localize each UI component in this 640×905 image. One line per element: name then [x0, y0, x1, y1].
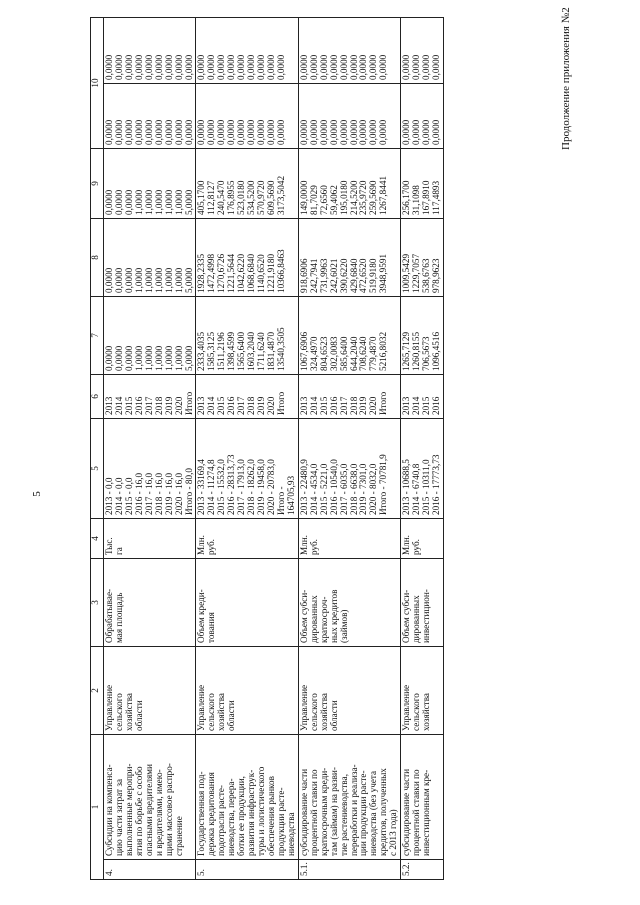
funding-col9: 0,0000 0,0000 0,0000 0,0000 0,0000 0,0000 0,0000 0,0000 0,0000	[196, 84, 298, 149]
funding-total: 1067,6906 324,4970 804,6523 302,0083 585,6400 644,2040 708,6240 779,4870 5216,8032	[298, 297, 400, 375]
rotated-table-wrapper	[90, 18, 630, 880]
funding-col9: 0,0000 0,0000 0,0000 0,0000 0,0000 0,0000 0,0000 0,0000 0,0000	[298, 84, 400, 149]
table-row	[196, 18, 298, 880]
funding-col10: 0,0000 0,0000 0,0000 0,0000 0,0000 0,0000 0,0000 0,0000 0,0000	[298, 18, 400, 84]
indicator: Объем субси- дированных краткосроч- ных кредитов (займов)	[298, 559, 400, 647]
col-header: 9	[91, 149, 104, 219]
planned-values: 2013 - 10688,5 2014 - 6740,8 2015 - 10311,0 2016 - 17773,73	[401, 419, 444, 519]
page-header: Продолжение приложения №2	[560, 7, 572, 150]
executor: Управление сельского хозяйства	[401, 647, 444, 735]
row-number: 5.	[196, 860, 298, 880]
unit: Млн. руб.	[298, 519, 400, 559]
funding-col10: 0,0000 0,0000 0,0000 0,0000 0,0000 0,0000 0,0000 0,0000 0,0000	[196, 18, 298, 84]
col-header: 6	[91, 375, 104, 419]
funding-col7: 0,0000 0,0000 0,0000 1,0000 1,0000 1,0000 1,0000 1,0000 5,0000	[104, 219, 196, 297]
funding-col10: 0,0000 0,0000 0,0000 0,0000 0,0000 0,0000 0,0000 0,0000 0,0000	[104, 18, 196, 84]
col-header: 7	[91, 297, 104, 375]
table-row	[401, 18, 444, 880]
funding-col8: 256,1700 31,1098 167,8910 117,4893	[401, 149, 444, 219]
years: 2013 2014 2015 2016 2017 2018 2019 2020 Итого	[298, 375, 400, 419]
funding-col8: 0,0000 0,0000 0,0000 1,0000 1,0000 1,0000 1,0000 1,0000 5,0000	[104, 149, 196, 219]
planned-values: 2013 - 22480,9 2014 - 4534,0 2015 - 5221,0 2016 - 10540,0 2017 - 6035,0 2018 - 6638,0 2019 - 7301,0 2020 - 8032,0 Итого - 70781,9	[298, 419, 400, 519]
row-number: 5.2.	[401, 860, 444, 880]
col-header: 1	[91, 735, 104, 880]
funding-col10: 0,0000 0,0000 0,0000 0,0000	[401, 18, 444, 84]
col-header: 10	[91, 18, 104, 149]
executor: Управление сельского хозяйства области	[298, 647, 400, 735]
funding-col7: 918,6906 242,7941 731,9963 242,6021 390,6220 429,6840 472,6520 519,9180 3948,9591	[298, 219, 400, 297]
row-number: 5.1.	[298, 860, 400, 880]
funding-total: 0,0000 0,0000 0,0000 1,0000 1,0000 1,0000 1,0000 1,0000 5,0000	[104, 297, 196, 375]
funding-col9: 0,0000 0,0000 0,0000 0,0000	[401, 84, 444, 149]
col-header: 8	[91, 219, 104, 297]
measure-name: Субсидии на компенса- цию части затрат за выполненные меропри- ятия по борьбе с особо опасными вредителями и вредителями, имею- щими массовое распро- странение	[104, 735, 196, 860]
funding-total: 1265,7129 1260,8155 706,5673 1096,4516	[401, 297, 444, 375]
col-header: 2	[91, 647, 104, 735]
years: 2013 2014 2015 2016	[401, 375, 444, 419]
appendix-table	[90, 17, 444, 880]
funding-col8: 405,1700 112,8127 240,5470 176,8955 523,0180 534,5200 570,9720 609,5690 3173,5042	[196, 149, 298, 219]
col-header: 3	[91, 559, 104, 647]
funding-col7: 1928,2335 1472,4998 1270,6726 1221,5644 1042,6220 1068,6840 1140,6520 1221,9180 10366,8463	[196, 219, 298, 297]
funding-total: 2333,4035 1585,3125 1511,2196 1398,4599 1565,6400 1603,2040 1711,6240 1831,4870 13540,3505	[196, 297, 298, 375]
unit: Млн. руб.	[196, 519, 298, 559]
col-header: 5	[91, 419, 104, 519]
measure-name: Государственная под- держка кредитования подотрасли расте- ниеводства, перера- ботки ее продукции, развития инфраструк- туры и логистического обеспечения рынков продукции расте- ниеводства	[196, 735, 298, 860]
funding-col9: 0,0000 0,0000 0,0000 0,0000 0,0000 0,0000 0,0000 0,0000 0,0000	[104, 84, 196, 149]
indicator: Объем креди- тования	[196, 559, 298, 647]
measure-name: субсидирование части процентной ставки по инвестиционным кре-	[401, 735, 444, 860]
indicator: Объем субси- дированных инвестицион-	[401, 559, 444, 647]
funding-col7: 1009,5429 1229,7057 538,6763 978,9623	[401, 219, 444, 297]
measure-name: субсидирование части процентной ставки по краткосрочным креди- там (займам) на разви- тие растениеводства, переработки и реализа- ции продукции расте- ниеводства (без учета кредитов, полученных с 2013 года)	[298, 735, 400, 860]
years: 2013 2014 2015 2016 2017 2018 2019 2020 Итого	[196, 375, 298, 419]
funding-col8: 149,0000 81,7029 72,6560 59,4062 195,0180 214,5200 235,9720 259,5690 1267,8441	[298, 149, 400, 219]
row-number: 4.	[104, 860, 196, 880]
years: 2013 2014 2015 2016 2017 2018 2019 2020 Итого	[104, 375, 196, 419]
executor: Управление сельского хозяйства области	[104, 647, 196, 735]
table-row	[104, 18, 196, 880]
indicator: Обрабатывае- мая площадь	[104, 559, 196, 647]
executor: Управление сельского хозяйства области	[196, 647, 298, 735]
unit: Тыс. га	[104, 519, 196, 559]
unit: Млн. руб.	[401, 519, 444, 559]
col-header: 4	[91, 519, 104, 559]
planned-values: 2013 - 0,0 2014 - 0,0 2015 - 0,0 2016 - 16,0 2017 - 16,0 2018 - 16,0 2019 - 16,0 2020 - 16,0 Итого - 80,0	[104, 419, 196, 519]
page-number: 5	[30, 491, 43, 497]
table-row	[298, 18, 400, 880]
header-row	[91, 18, 104, 880]
planned-values: 2013 - 33169,4 2014 - 11274,8 2015 - 15532,0 2016 - 28313,73 2017 - 17913,0 2018 - 18262,0 2019 - 19458,0 2020 - 20783,0 Итого - 164705,93	[196, 419, 298, 519]
